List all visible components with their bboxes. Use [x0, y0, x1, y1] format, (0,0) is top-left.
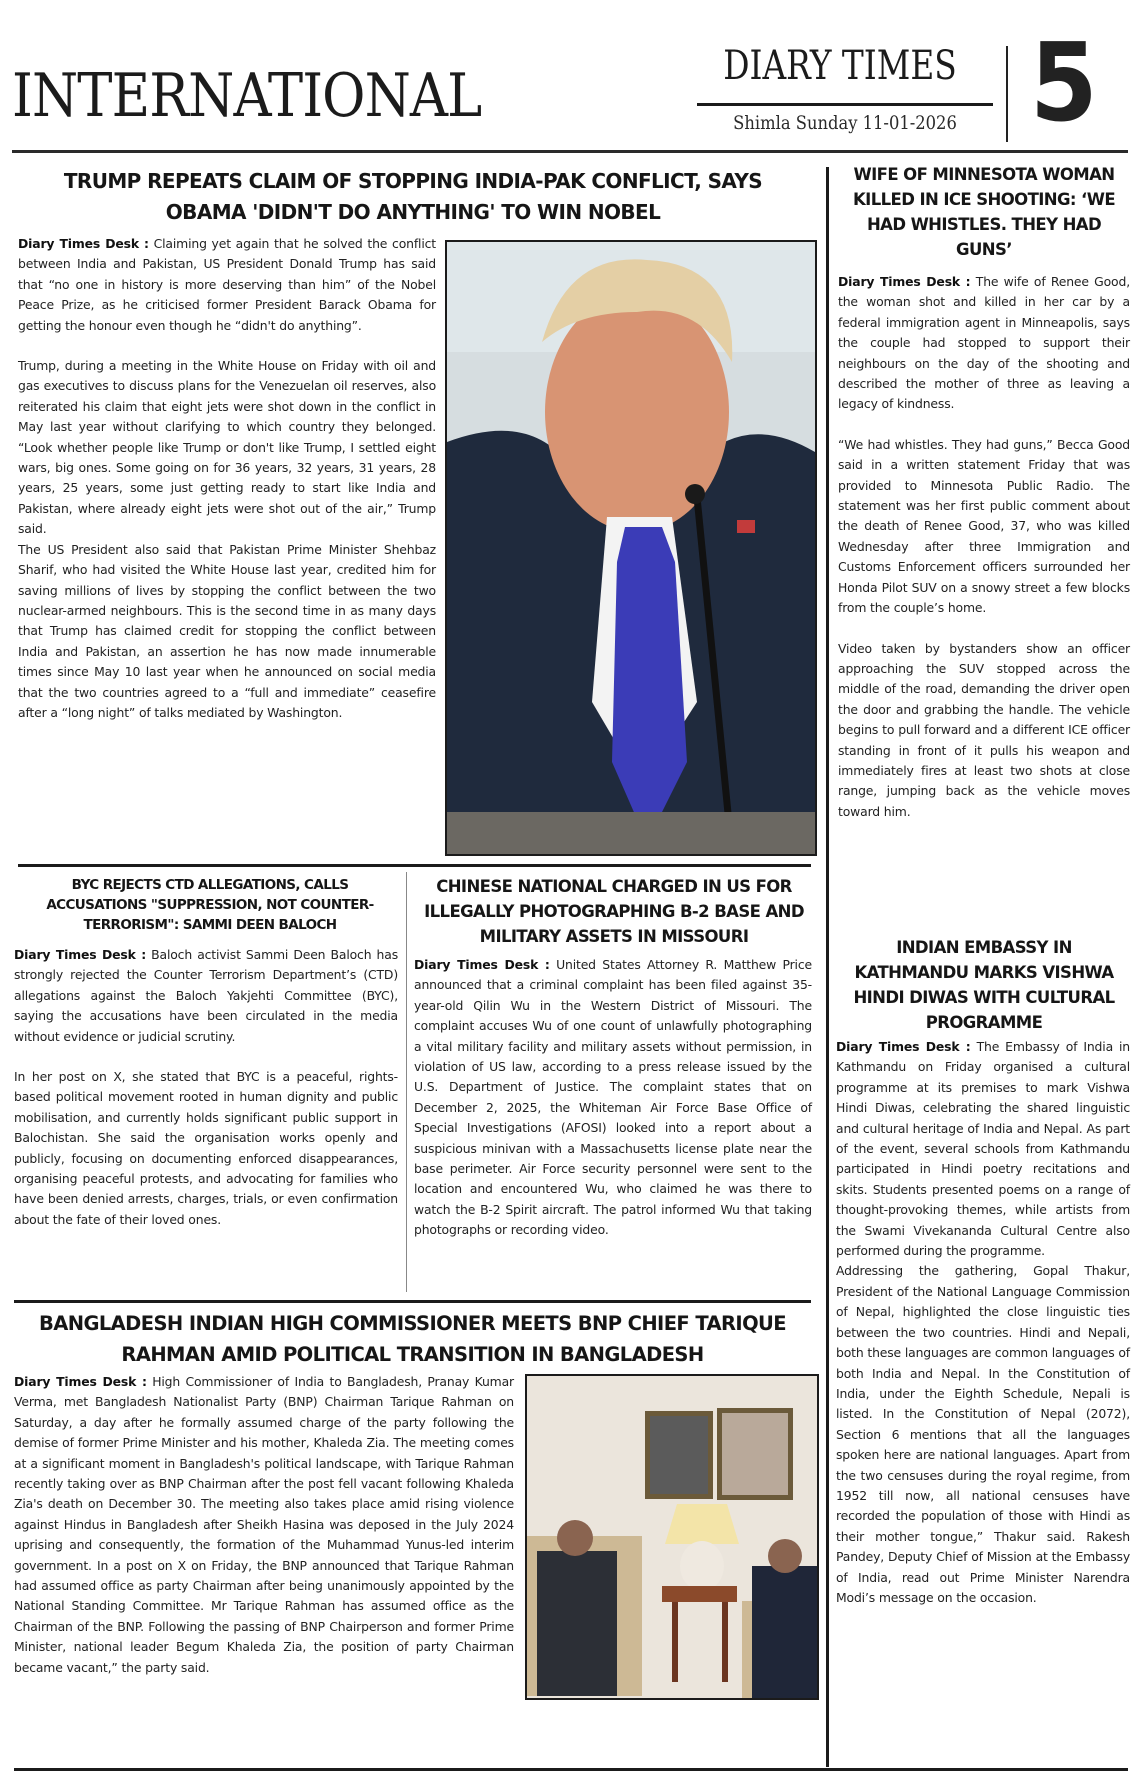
article-headline: WIFE OF MINNESOTA WOMAN KILLED IN ICE SHOOTING: ‘WE HAD WHISTLES. THEY HAD GUNS’ [853, 165, 1115, 259]
middle-stories-bottom-rule [14, 1300, 811, 1303]
paragraph: Claiming yet again that he solved the conflict between India and Pakistan, US President Donald Trump has said that “no one in history is more deserving than him” of the Nobel Peace Prize, as he criticised former President Barack Obama for getting the honour even though he “didn't do anything”. [18, 236, 436, 333]
headline-line: OBAMA 'DIDN'T DO ANYTHING' TO WIN NOBEL [165, 200, 661, 224]
headline-line: TRUMP REPEATS CLAIM OF STOPPING INDIA-PAK CONFLICT, SAYS [63, 169, 763, 193]
article-body [14, 1372, 514, 1678]
paragraph: High Commissioner of India to Bangladesh, Pranay Kumar Verma, met Bangladesh Nationalist Party (BNP) Chairman Tarique Rahman on Saturday, a day after he formally assumed charge of the party following the demise of former Prime Minister and his mother, Khaleda Zia. The meeting comes at a significant moment in Bangladesh's political landscape, with Tarique Rahman recently taking over as BNP Chairman after the post fell vacant following Khaleda Zia's death on December 30. The meeting also takes place amid rising violence against Hindus in Bangladesh after Sheikh Hasina was deposed in the July 2024 uprising and consequently, the formation of the Muhammad Yunus-led interim government. In a post on X on Friday, the BNP announced that Tarique Rahman had assumed office as party Chairman after being unanimously appointed by the National Standing Committee. Mr Tarique Rahman has assumed office as the Chairman of the BNP. Following the passing of BNP Chairperson and former Prime Minister, national leader Begum Khaleda Zia, the position of party Chairman became vacant,” the party said. [14, 1374, 514, 1675]
portrait-illustration [447, 242, 815, 854]
paragraph: The US President also said that Pakistan Prime Minister Shehbaz Sharif, who had visited the White House last year, credited him for saving millions of lives by stopping the conflict between the two nuclear-armed neighbours. This is the second time in as many days that Trump has claimed credit for stopping the conflict between India and Pakistan, an assertion he has now made innumerable times since May 10 last year when he announced on social media that the two countries agreed to a “full and immediate” ceasefire after a “long night” of talks mediated by Washington. [18, 541, 436, 720]
paragraph: “We had whistles. They had guns,” Becca Good said in a written statement Friday that was provided to Minnesota Public Radio. The statement was her first public comment about the death of Renee Good, 37, who was killed Wednesday after three Immigration and Customs Enforcement officers surrounded her Honda Pilot SUV on a snowy street a few blocks from the couple’s home. [838, 436, 1130, 616]
byline: Diary Times Desk : [18, 236, 149, 251]
masthead-rule [697, 103, 993, 106]
masthead-divider [1006, 46, 1008, 142]
article-headline: INDIAN EMBASSY IN KATHMANDU MARKS VISHWA HINDI DIWAS WITH CULTURAL PROGRAMME [853, 938, 1115, 1032]
article-headline [18, 166, 808, 228]
meeting-photo [525, 1374, 819, 1700]
article-headline: CHINESE NATIONAL CHARGED IN US FOR ILLEGALLY PHOTOGRAPHING B-2 BASE AND MILITARY ASSETS IN MISSOURI [424, 877, 804, 946]
article-body [414, 955, 812, 1241]
byline: Diary Times Desk : [14, 947, 147, 962]
page-bottom-rule [14, 1768, 1128, 1771]
article-headline [14, 1308, 811, 1370]
paragraph: United States Attorney R. Matthew Price announced that a criminal complaint has been filed against 35-year-old Qilin Wu in the Western District of Missouri. The complaint accuses Wu of one count of unlawfully photographing a vital military facility and military assets without permission, in violation of US law, according to a press release issued by the U.S. Department of Justice. The complaint states that on December 2, 2025, the Whiteman Air Force Base Office of Special Investigations (AFOSI) looked into a report about a suspicious minivan with a Massachusetts license plate near the base perimeter. Air Force security personnel were sent to the location and encountered Wu, who claimed he was there to watch the B-2 Spirit aircraft. The patrol informed Wu that taking photographs or recording video. [414, 957, 812, 1238]
meeting-illustration [527, 1376, 817, 1698]
masthead-bottom-rule [12, 150, 1128, 153]
paragraph: Baloch activist Sammi Deen Baloch has strongly rejected the Counter Terrorism Department’s (CTD) allegations against the Baloch Yakjehti Committee (BYC), saying the accusations have been circulated in the media without evidence or judicial scrutiny. [14, 947, 398, 1044]
article-body [14, 945, 398, 1230]
newspaper-name: DIARY TIMES [723, 43, 957, 89]
paragraph: Video taken by bystanders show an officer approaching the SUV stopped across the middle of the road, demanding the driver open the door and grabbing the handle. The vehicle begins to pull forward and a different ICE officer standing in front of it pulls his weapon and immediately fires at least two shots at close range, jumping back as the vehicle moves toward him. [838, 640, 1130, 819]
article-body [18, 234, 436, 723]
byline: Diary Times Desk : [14, 1374, 147, 1389]
paragraph: Trump, during a meeting in the White House on Friday with oil and gas executives to discuss plans for the Venezuelan oil reserves, also reiterated his claim that eight jets were shot down in the conflict in May last year without clarifying to which country they belonged. “Look whether people like Trump or don't like Trump, I settled eight wars, big ones. Some going on for 36 years, 32 years, 31 years, 28 years, 25 years, some just getting ready to start like India and Pakistan, where already eight jets were shot out of the air,” Trump said. [18, 358, 436, 537]
headline-line: RAHMAN AMID POLITICAL TRANSITION IN BANGLADESH [121, 1343, 704, 1366]
paragraph: The wife of Renee Good, the woman shot and killed in her car by a federal immigration agent in Minneapolis, says the couple had stopped to support their neighbours on the day of the shooting and described the mother of three as leaving a legacy of kindness. [838, 274, 1130, 412]
byline: Diary Times Desk : [836, 1039, 971, 1054]
headline-line: BANGLADESH INDIAN HIGH COMMISSIONER MEETS BNP CHIEF TARIQUE [38, 1312, 787, 1335]
dateline: Shimla Sunday 11-01-2026 [733, 112, 957, 134]
article-headline: BYC REJECTS CTD ALLEGATIONS, CALLS ACCUSATIONS "SUPPRESSION, NOT COUNTER-TERRORISM": SAMMI DEEN BALOCH [46, 877, 374, 933]
byline: Diary Times Desk : [838, 274, 971, 289]
middle-stories-divider [406, 872, 407, 1292]
paragraph: Addressing the gathering, Gopal Thakur, President of the National Language Commission of Nepal, highlighted the close linguistic ties between the two countries. Hindi and Nepali, both these languages are common languages of both India and Nepal. In the Constitution of India, under the Eighth Schedule, Nepali is listed. In the Constitution of Nepal (2072), Section 6 mentions that all the languages spoken here are national languages. Apart from the two censuses during the royal regime, from 1952 till now, all national censuses have recorded the population of those with Hindi as their mother tongue,” Thakur said. Rakesh Pandey, Deputy Chief of Mission at the Embassy of India, read out Prime Minister Narendra Modi’s message on the occasion. [836, 1263, 1130, 1605]
article-body [836, 1037, 1130, 1608]
page-number: 5 [1030, 21, 1098, 146]
section-title: INTERNATIONAL [12, 61, 482, 131]
trump-photo [445, 240, 817, 856]
byline: Diary Times Desk : [414, 957, 550, 972]
paragraph: In her post on X, she stated that BYC is a peaceful, rights-based political movement rooted in human dignity and public mobilisation, and currently holds significant public support in Balochistan. She said the organisation works openly and publicly, focusing on documenting enforced disappearances, organising peaceful protests, and advocating for families who have been denied arrests, charges, trials, or even confirmation about the fate of their loved ones. [14, 1069, 398, 1227]
article-body [838, 272, 1130, 822]
top-story-bottom-rule [18, 864, 811, 867]
paragraph: The Embassy of India in Kathmandu on Friday organised a cultural programme at its premises to mark Vishwa Hindi Diwas, celebrating the shared linguistic and cultural heritage of India and Nepal. As part of the event, several schools from Kathmandu participated in Hindi poetry recitations and skits. Students presented poems on a range of thought-provoking themes, while artists from the Swami Vivekananda Cultural Centre also performed during the programme. [836, 1039, 1130, 1259]
right-column-divider [826, 167, 829, 1767]
